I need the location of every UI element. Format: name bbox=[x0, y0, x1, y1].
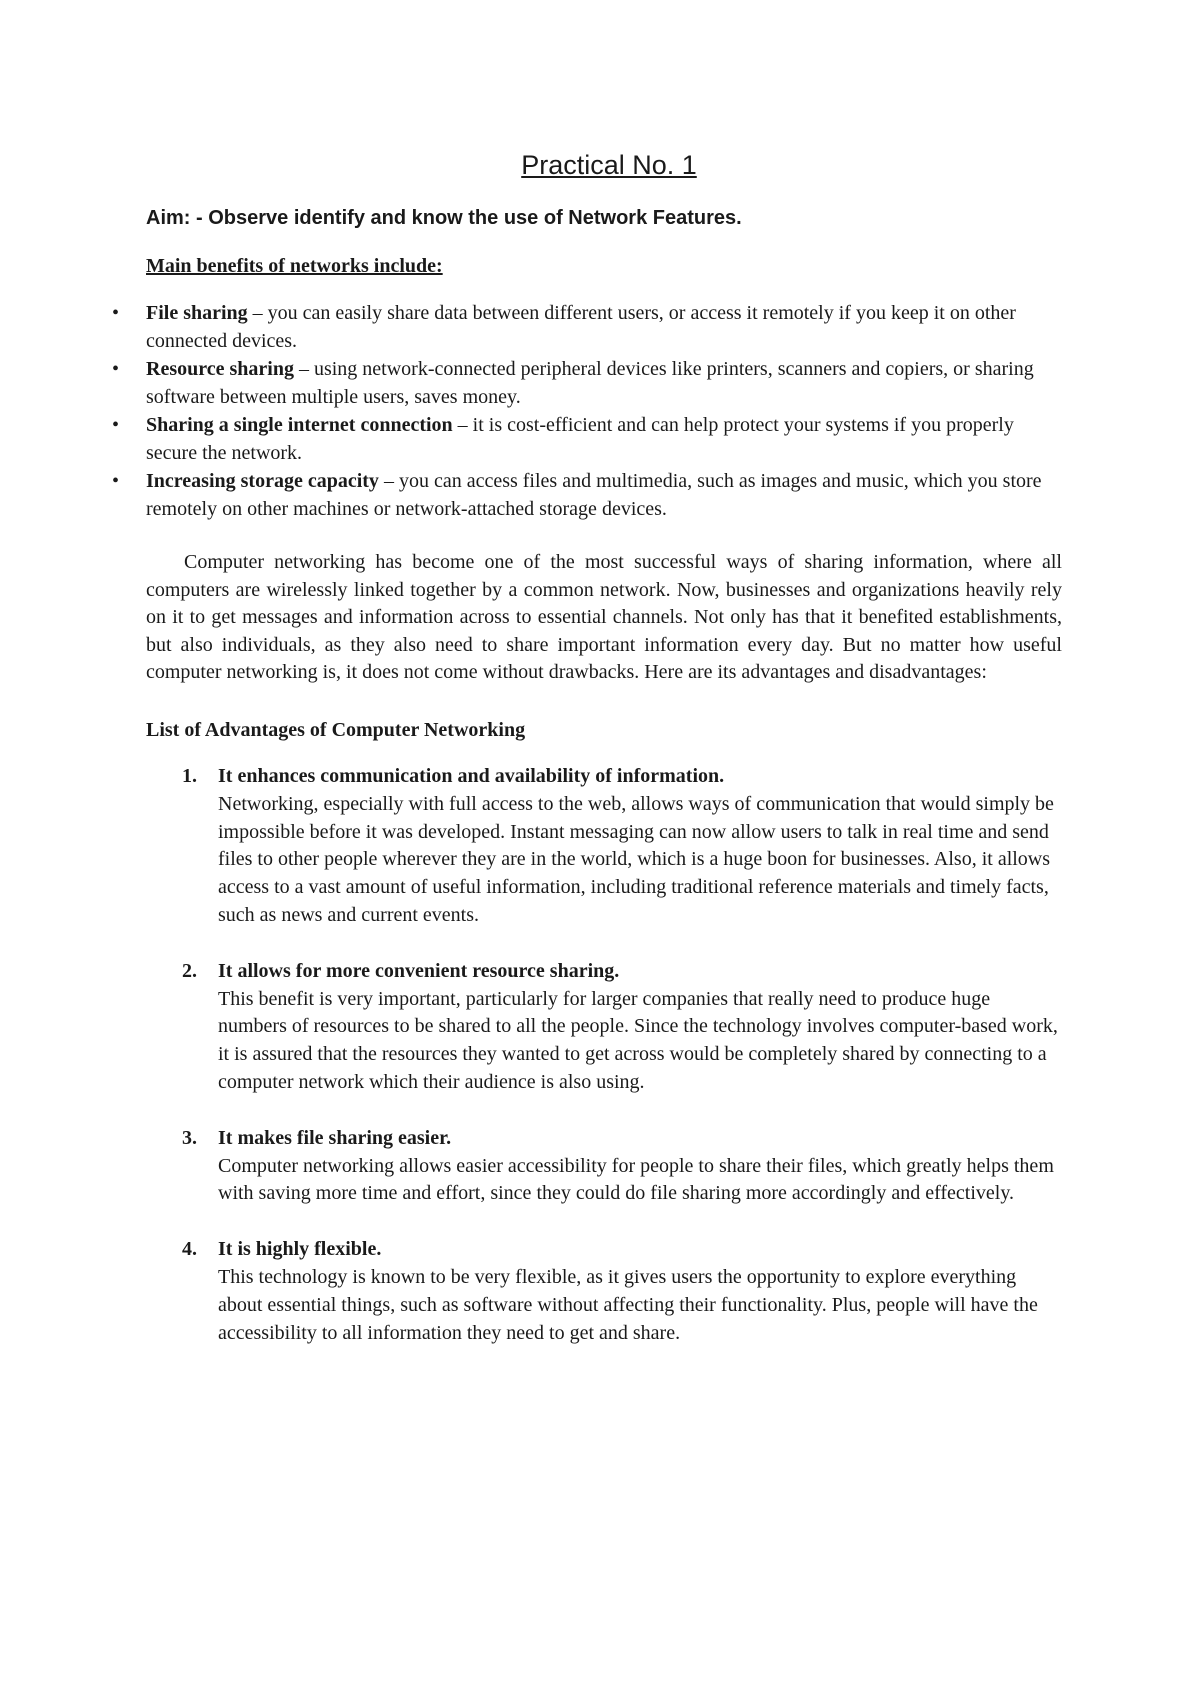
benefit-term: Sharing a single internet connection bbox=[146, 414, 453, 437]
benefit-text: – using network-connected peripheral devices like printers, scanners and copiers, or sharing software between multiple users, saves money. bbox=[146, 358, 1034, 409]
page-title: Practical No. 1 bbox=[521, 150, 697, 180]
list-item bbox=[112, 467, 1062, 523]
bullet-icon: • bbox=[112, 358, 120, 381]
list-item bbox=[182, 1125, 1062, 1208]
advantages-heading: List of Advantages of Computer Networking bbox=[146, 719, 526, 742]
list-item bbox=[112, 299, 1062, 355]
item-number: 4. bbox=[182, 1238, 197, 1261]
benefit-term: File sharing bbox=[146, 302, 248, 325]
list-item bbox=[112, 411, 1062, 467]
item-number: 1. bbox=[182, 765, 197, 788]
benefit-text: – it is cost-efficient and can help protect your systems if you properly secure the network. bbox=[146, 414, 1014, 465]
advantage-body: This benefit is very important, particularly for larger companies that really need to produce huge numbers of resources to be shared to all the people. Since the technology involves computer-based work, it is assured that the resources they wanted to get across would be completely shared by connecting to a computer network which their audience is also using. bbox=[218, 987, 1058, 1094]
advantage-title: It enhances communication and availability of information. bbox=[218, 765, 725, 788]
benefit-term: Increasing storage capacity bbox=[146, 470, 379, 493]
item-number: 2. bbox=[182, 959, 197, 982]
bullet-icon: • bbox=[112, 470, 120, 493]
advantage-body: This technology is known to be very flexible, as it gives users the opportunity to explore everything about essential things, such as software without affecting their functionality. Plus, people will have the accessibility to all information they need to get and share. bbox=[218, 1266, 1038, 1344]
list-item bbox=[182, 1236, 1062, 1347]
benefit-text: – you can easily share data between different users, or access it remotely if you keep it on other connected devices. bbox=[146, 302, 1016, 353]
advantage-title: It allows for more convenient resource sharing. bbox=[218, 959, 620, 982]
intro-paragraph: Computer networking has become one of the most successful ways of sharing information, where all computers are wirelessly linked together by a common network. Now, businesses and organizations heavily rely on it to get messages and information across to essential channels. Not only has that it benefited establishments, but also individuals, as they also need to share important information every day. But no matter how useful computer networking is, it does not come without drawbacks. Here are its advantages and disadvantages: bbox=[146, 551, 1062, 684]
benefit-term: Resource sharing bbox=[146, 358, 294, 381]
advantages-list bbox=[146, 763, 1062, 1347]
list-item bbox=[182, 763, 1062, 930]
bullet-icon: • bbox=[112, 302, 120, 325]
advantage-title: It is highly flexible. bbox=[218, 1238, 382, 1261]
advantage-body: Computer networking allows easier accessibility for people to share their files, which greatly helps them with saving more time and effort, since they could do file sharing more accordingly and effectively. bbox=[218, 1154, 1054, 1205]
benefit-text: – you can access files and multimedia, such as images and music, which you store remotely on other machines or network-attached storage devices. bbox=[146, 470, 1042, 521]
advantage-title: It makes file sharing easier. bbox=[218, 1126, 452, 1149]
benefits-list bbox=[112, 299, 1062, 523]
advantage-body: Networking, especially with full access to the web, allows ways of communication that would simply be impossible before it was developed. Instant messaging can now allow users to talk in real time and send files to other people wherever they are in the world, which is a huge boon for businesses. Also, it allows access to a vast amount of useful information, including traditional reference materials and timely facts, such as news and current events. bbox=[218, 792, 1054, 927]
benefits-heading: Main benefits of networks include: bbox=[146, 255, 443, 278]
aim-statement: Aim: - Observe identify and know the use of Network Features. bbox=[146, 207, 742, 230]
list-item bbox=[182, 958, 1062, 1097]
list-item bbox=[112, 355, 1062, 411]
bullet-icon: • bbox=[112, 414, 120, 437]
item-number: 3. bbox=[182, 1126, 197, 1149]
